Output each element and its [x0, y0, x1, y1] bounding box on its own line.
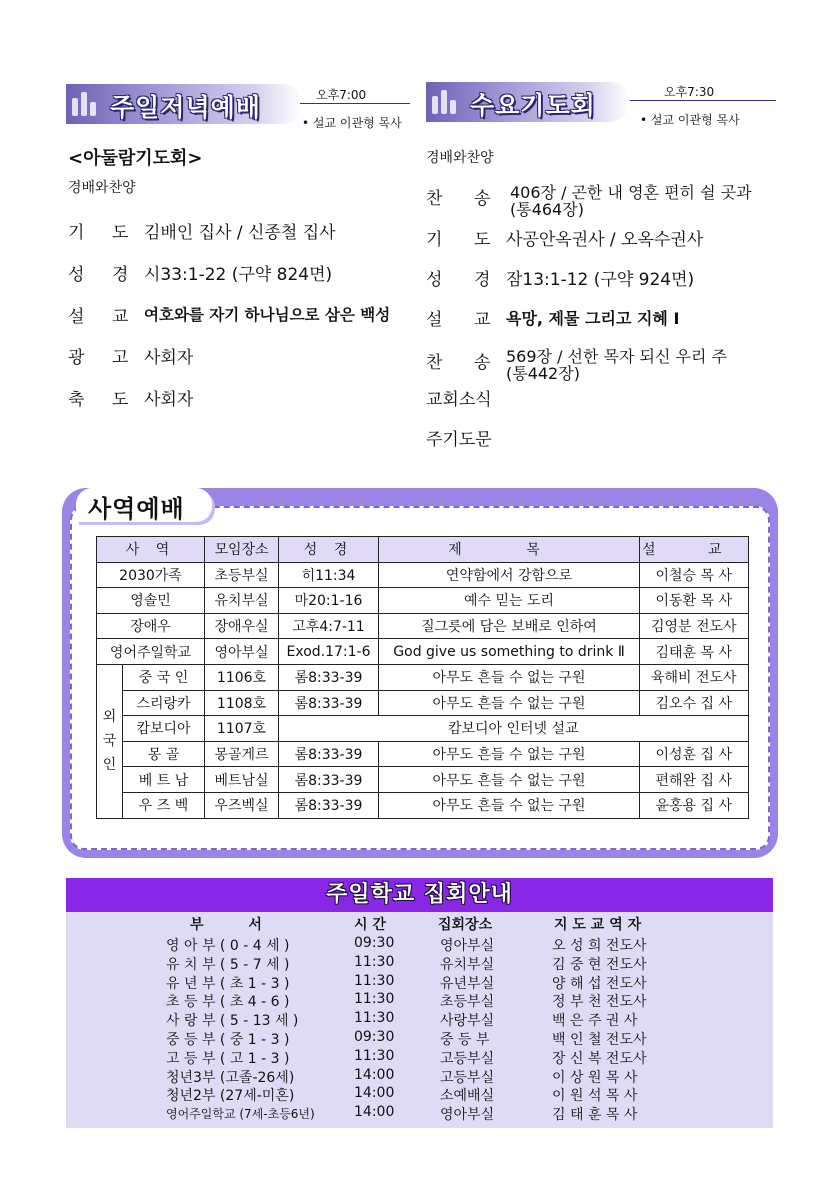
- sunday-school-time: 11:30: [354, 953, 395, 970]
- sunday-school-leader: 김 태 훈 목 사: [552, 1107, 638, 1124]
- wednesday-news-row: 교회소식: [426, 390, 492, 410]
- list-item: [66, 973, 773, 992]
- header-bible: 성 경: [279, 537, 379, 563]
- sunday-school-place: 초등부실: [440, 994, 495, 1011]
- list-item: [66, 954, 773, 973]
- sunday-school-leader: 백 인 철 전도사: [552, 1032, 647, 1048]
- table-row: 외 국 인 중 국 인 1106호 롬8:33-39 아무도 흔들 수 없는 구원 육해비 전도사: [97, 664, 749, 690]
- sunday-school-time: 09:30: [354, 935, 395, 951]
- sunday-school-dept: 고 등 부 ( 고 1 - 3 ): [166, 1050, 290, 1067]
- sunday-school-dept: 청년3부 (고졸-26세): [166, 1069, 295, 1086]
- sunday-school-title-bar: [66, 878, 773, 912]
- table-row: 몽 골 몽골게르 롬8:33-39 아무도 흔들 수 없는 구원 이성훈 집 사: [97, 741, 749, 767]
- ministry-worship-title: 사역예배: [88, 495, 185, 523]
- banner-decoration-icon: [70, 90, 104, 120]
- list-item: [66, 935, 773, 954]
- header-ministry: 사 역: [97, 537, 205, 563]
- sunday-school-dept: 초 등 부 ( 초 4 - 6 ): [166, 994, 290, 1011]
- sunday-school-dept: 유 년 부 ( 초 1 - 3 ): [166, 975, 290, 992]
- sunday-school-leader: 김 중 현 전도사: [552, 956, 647, 973]
- sunday-school-time: 11:30: [354, 1010, 395, 1027]
- sunday-school-leader: 정 부 천 전도사: [552, 994, 647, 1011]
- sunday-school-leader: 이 상 원 목 사: [552, 1069, 638, 1086]
- evening-opening: 경배와찬양: [68, 180, 136, 196]
- sunday-school-header-row: 부 서 시 간 집회장소 지 도 교 역 자: [190, 917, 642, 933]
- sunday-school-place: 고등부실: [440, 1069, 495, 1086]
- sunday-school-leader: 양 해 섭 전도사: [552, 975, 647, 992]
- header-preacher: 설 교: [640, 537, 749, 563]
- banner-decoration-icon: [430, 88, 464, 118]
- sunday-school-time: 14:00: [354, 1104, 395, 1121]
- sunday-school-dept: 유 치 부 ( 5 - 7 세 ): [166, 956, 290, 973]
- list-item: [66, 1048, 773, 1067]
- sunday-school-time: 14:00: [354, 1066, 395, 1083]
- list-item: [66, 1085, 773, 1104]
- sunday-school-box: [66, 878, 773, 1128]
- evening-service-banner: [66, 84, 302, 124]
- sunday-school-place: 중 등 부: [440, 1032, 490, 1048]
- sunday-school-leader: 백 은 주 권 사: [552, 1013, 638, 1030]
- sunday-school-place: 소예배실: [440, 1088, 495, 1105]
- sunday-school-place: 고등부실: [440, 1050, 495, 1067]
- foreign-label: 외 국 인: [97, 664, 123, 818]
- sunday-school-dept: 중 등 부 ( 중 1 - 3 ): [166, 1032, 290, 1048]
- table-row: 캄보디아 1107호 캄보디아 인터넷 설교: [97, 716, 749, 742]
- sunday-school-place: 영아부실: [440, 938, 495, 954]
- evening-service-title: 주일저녁예배: [110, 93, 261, 122]
- wednesday-lords-prayer-row: 주기도문: [426, 430, 492, 450]
- ministry-worship-tab: [76, 488, 212, 522]
- sunday-school-time: 11:30: [354, 1047, 395, 1064]
- wednesday-opening: 경배와찬양: [426, 150, 494, 166]
- sunday-school-dept: 청년2부 (27세-미혼): [166, 1088, 295, 1105]
- sunday-school-leader: 오 성 희 전도사: [552, 938, 647, 954]
- sunday-school-dept: 영 아 부 ( 0 - 4 세 ): [166, 938, 290, 954]
- list-item: [66, 1010, 773, 1029]
- sunday-school-dept: 사 랑 부 ( 5 - 13 세 ): [166, 1013, 299, 1030]
- evening-divider: [300, 103, 410, 104]
- evening-preacher: • 설교 이관형 목사: [302, 116, 402, 130]
- table-row: 우 즈 벡 우즈벡실 롬8:33-39 아무도 흔들 수 없는 구원 윤홍용 집 사: [97, 792, 749, 818]
- sunday-school-time: 09:30: [354, 1029, 395, 1045]
- table-row: 베 트 남 베트남실 롬8:33-39 아무도 흔들 수 없는 구원 편해완 집 사: [97, 767, 749, 793]
- sunday-school-place: 유년부실: [440, 975, 495, 992]
- table-row: 영어주일학교 영아부실 Exod.17:1-6 God give us something to drink Ⅱ 김태훈 목 사: [97, 639, 749, 665]
- sunday-school-time: 11:30: [354, 972, 395, 989]
- table-row: 영솔민 유치부실 마20:1-16 예수 믿는 도리 이동환 목 사: [97, 588, 749, 614]
- sunday-school-time: 11:30: [354, 991, 395, 1008]
- evening-service-time: 오후7:00: [316, 88, 367, 102]
- sunday-school-leader: 장 신 복 전도사: [552, 1050, 647, 1067]
- sunday-school-title: 주일학교 집회안내: [326, 882, 513, 907]
- wednesday-service-time: 오후7:30: [664, 85, 715, 99]
- header-place: 모임장소: [205, 537, 279, 563]
- wednesday-divider: [630, 100, 776, 101]
- sunday-school-leader: 이 원 석 목 사: [552, 1088, 638, 1105]
- sunday-school-time: 14:00: [354, 1085, 395, 1102]
- wednesday-service-title: 수요기도회: [470, 91, 596, 120]
- ministry-table: [96, 536, 749, 819]
- table-header-row: [97, 537, 749, 563]
- sunday-school-place: 영아부실: [440, 1107, 495, 1124]
- list-item: [66, 1029, 773, 1048]
- wednesday-preacher: • 설교 이관형 목사: [640, 113, 740, 127]
- list-item: [66, 1104, 773, 1123]
- header-title: 제 목: [379, 537, 640, 563]
- table-row: 2030가족 초등부실 히11:34 연약함에서 강함으로 이철승 목 사: [97, 562, 749, 588]
- sunday-school-place: 유치부실: [440, 956, 495, 973]
- list-item: [66, 991, 773, 1010]
- sunday-school-place: 사랑부실: [440, 1013, 495, 1030]
- table-row: 장애우 장애우실 고후4:7-11 질그릇에 담은 보배로 인하여 김영분 전도사: [97, 613, 749, 639]
- sunday-school-dept: 영어주일학교 (7세-초등6년): [166, 1107, 315, 1122]
- wednesday-service-banner: [426, 82, 630, 122]
- list-item: [66, 1067, 773, 1086]
- table-row: 스리랑카 1108호 롬8:33-39 아무도 흔들 수 없는 구원 김오수 집 사: [97, 690, 749, 716]
- evening-subtitle: <아둘람기도회>: [68, 148, 203, 169]
